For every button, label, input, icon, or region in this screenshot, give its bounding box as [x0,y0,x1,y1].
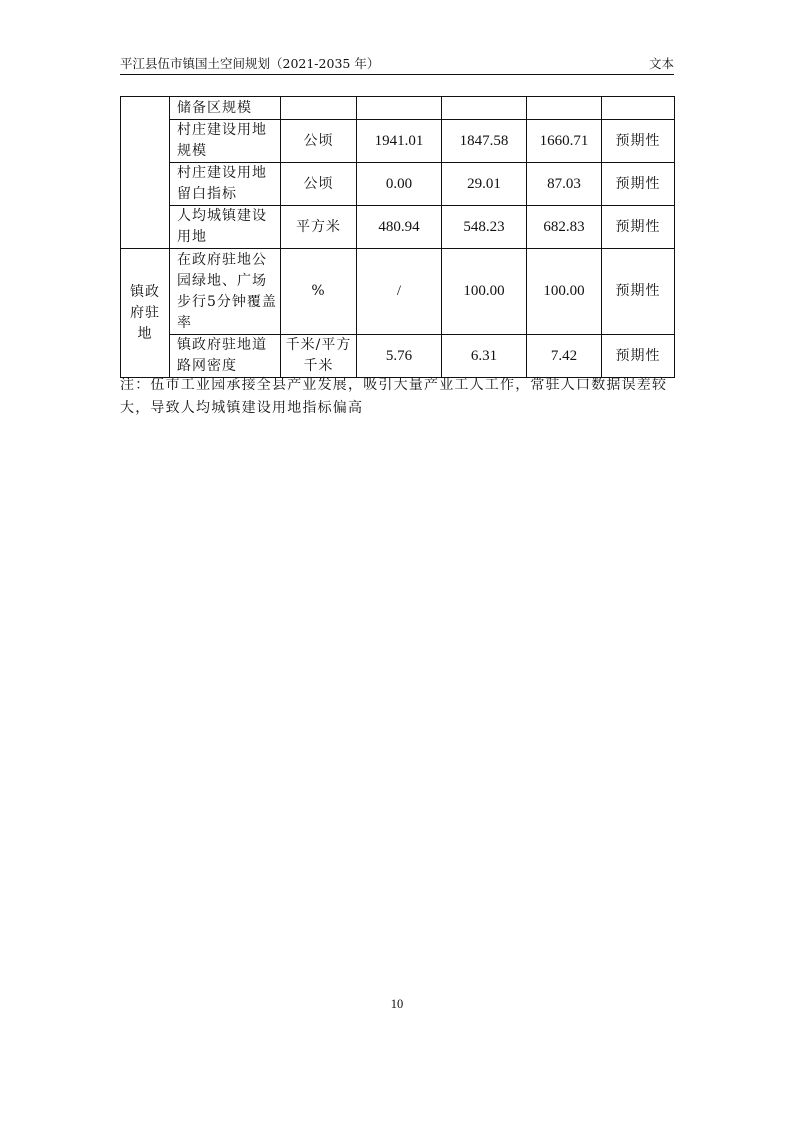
unit-cell: 公顷 [281,163,357,206]
value-cell: 682.83 [527,206,602,249]
value-cell: 100.00 [442,249,527,335]
value-cell [442,97,527,120]
type-cell: 预期性 [602,335,675,378]
value-cell: 548.23 [442,206,527,249]
value-cell: 1941.01 [357,120,442,163]
table-row [121,249,675,335]
table-row [121,120,675,163]
indicator-name-cell: 村庄建设用地留白指标 [170,163,281,206]
type-cell: 预期性 [602,163,675,206]
type-cell [602,97,675,120]
indicator-name-cell: 在政府驻地公园绿地、广场步行5分钟覆盖率 [170,249,281,335]
indicator-name-cell: 村庄建设用地规模 [170,120,281,163]
value-cell: 7.42 [527,335,602,378]
unit-cell: 千米/平方千米 [281,335,357,378]
value-cell: 5.76 [357,335,442,378]
value-cell [357,97,442,120]
value-cell: 1660.71 [527,120,602,163]
value-cell [527,97,602,120]
table-row [121,206,675,249]
type-cell: 预期性 [602,249,675,335]
table-row [121,163,675,206]
value-cell: 87.03 [527,163,602,206]
unit-cell: % [281,249,357,335]
indicator-name-cell: 人均城镇建设用地 [170,206,281,249]
indicator-name-cell: 储备区规模 [170,97,281,120]
unit-cell: 公顷 [281,120,357,163]
value-cell: 100.00 [527,249,602,335]
page-number: 10 [390,997,404,1011]
indicator-name-cell: 镇政府驻地道路网密度 [170,335,281,378]
unit-cell: 平方米 [281,206,357,249]
type-cell: 预期性 [602,120,675,163]
indicator-table [120,96,675,378]
value-cell: / [357,249,442,335]
value-cell: 0.00 [357,163,442,206]
value-cell: 1847.58 [442,120,527,163]
value-cell: 480.94 [357,206,442,249]
section-label: 文本 [648,56,674,71]
type-cell: 预期性 [602,206,675,249]
value-cell: 29.01 [442,163,527,206]
table-note: 注：伍市工业园承接全县产业发展，吸引大量产业工人工作，常驻人口数据误差较大，导致人均城镇建设用地指标偏高 [120,377,668,416]
table-row [121,97,675,120]
group-cell [121,97,170,249]
unit-cell [281,97,357,120]
header-rule [120,74,674,75]
value-cell: 6.31 [442,335,527,378]
group-cell: 镇政府驻地 [121,249,170,378]
page-header [120,56,674,72]
document-title: 平江县伍市镇国土空间规划（2021-2035 年） [120,56,380,71]
table-row [121,335,675,378]
